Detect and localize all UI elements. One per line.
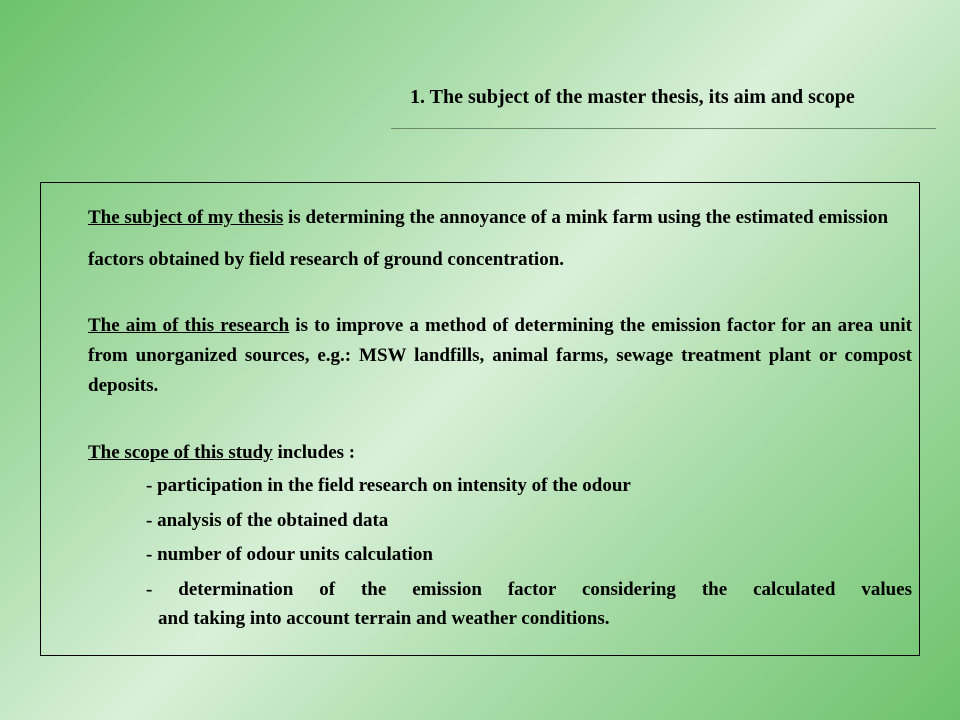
scope-item: [146, 575, 912, 633]
subject-lead: The subject of my thesis: [88, 207, 284, 228]
subject-text: is determining the annoyance of a mink farm using the estimated emission factors obtained by field research of ground concentration.: [88, 207, 889, 270]
scope-item-continuation: and taking into account terrain and weather conditions.: [158, 608, 610, 629]
aim-lead: The aim of this research: [88, 315, 290, 336]
slide-title: 1. The subject of the master thesis, its aim and scope: [410, 86, 855, 108]
scope-paragraph: [88, 438, 912, 468]
scope-lead: The scope of this study: [88, 442, 273, 463]
scope-item: - participation in the field research on intensity of the odour: [146, 475, 631, 496]
title-underline-divider: [391, 128, 936, 129]
scope-item-line: - determination of the emission factor considering the calculated values: [146, 579, 912, 600]
content-box: [40, 182, 920, 656]
scope-text: includes :: [272, 442, 356, 463]
aim-text: is to improve a method of determining the emission factor for an area unit from unorganized sources, e.g.: MSW landfills, animal farms, sewage treatment plant or compost deposits.: [88, 315, 912, 396]
scope-item: - analysis of the obtained data: [146, 510, 389, 531]
scope-item: - number of odour units calculation: [146, 544, 433, 565]
aim-paragraph: [88, 311, 912, 401]
subject-paragraph: [88, 197, 912, 281]
